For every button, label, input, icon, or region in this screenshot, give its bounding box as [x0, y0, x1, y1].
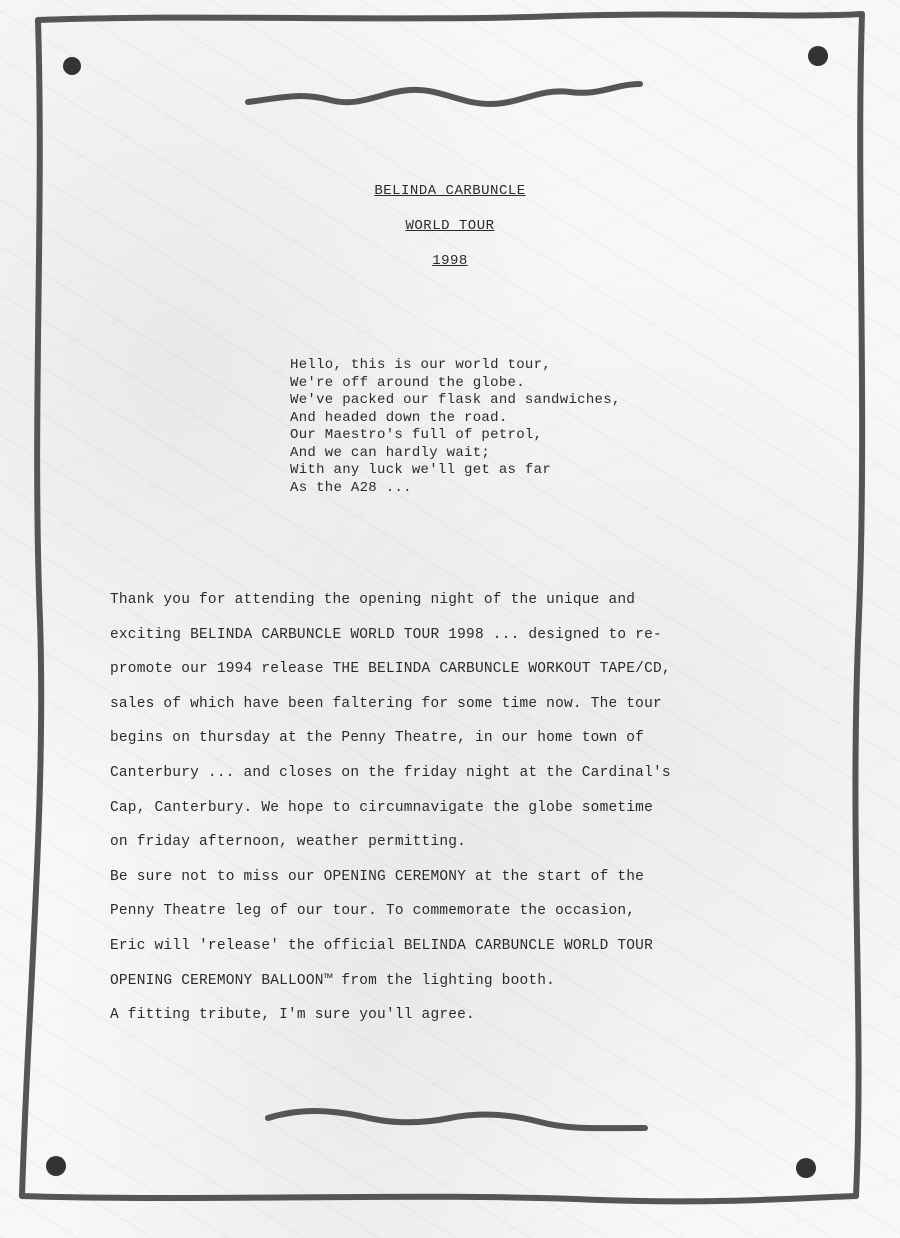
body-line: on friday afternoon, weather permitting. [110, 834, 467, 851]
corner-dot-bottom-left [46, 1156, 66, 1176]
body-line: promote our 1994 release THE BELINDA CARBUNCLE WORKOUT TAPE/CD, [110, 661, 671, 678]
title-name: BELINDA CARBUNCLE [374, 183, 526, 199]
body-line: sales of which have been faltering for some time now. The tour [110, 695, 662, 712]
body-line: Thank you for attending the opening night of the unique and [110, 592, 636, 608]
poem-line: With any luck we'll get as far [290, 462, 552, 478]
border-bottom [22, 1196, 856, 1201]
poem-line: And headed down the road. [290, 409, 508, 426]
poem-line: Our Maestro's full of petrol, [290, 427, 543, 443]
body-line: OPENING CEREMONY BALLOON™ from the lighting booth. [110, 972, 556, 989]
body-line: begins on thursday at the Penny Theatre, in our home town of [110, 730, 645, 747]
body-line: Cap, Canterbury. We hope to circumnavigate the globe sometime [110, 799, 653, 816]
squiggle-top [248, 84, 640, 104]
body-line: Be sure not to miss our OPENING CEREMONY at the start of the [110, 868, 645, 885]
poem-line: And we can hardly wait; [290, 444, 491, 461]
body-line: A fitting tribute, I'm sure you'll agree. [110, 1007, 475, 1024]
poem [290, 357, 621, 497]
squiggle-bottom [268, 1111, 645, 1128]
poem-line: Hello, this is our world tour, [290, 357, 552, 373]
body-line: Canterbury ... and closes on the friday night at the Cardinal's [110, 764, 671, 781]
poem-line: We've packed our flask and sandwiches, [290, 392, 621, 408]
border-top [38, 14, 862, 20]
poem-line: As the A28 ... [290, 479, 412, 496]
title-year: 1998 [432, 253, 468, 269]
corner-dot-top-left [63, 57, 81, 75]
body-line: Eric will 'release' the official BELINDA CARBUNCLE WORLD TOUR [110, 937, 653, 954]
body-paragraphs [110, 583, 790, 1033]
title-tour: WORLD TOUR [405, 218, 495, 234]
corner-dot-bottom-right [796, 1158, 816, 1178]
body-line: Penny Theatre leg of our tour. To commemorate the occasion, [110, 903, 636, 920]
poem-line: We're off around the globe. [290, 374, 525, 391]
body-line: exciting BELINDA CARBUNCLE WORLD TOUR 1998 ... designed to re- [110, 626, 662, 643]
corner-dot-top-right [808, 46, 828, 66]
